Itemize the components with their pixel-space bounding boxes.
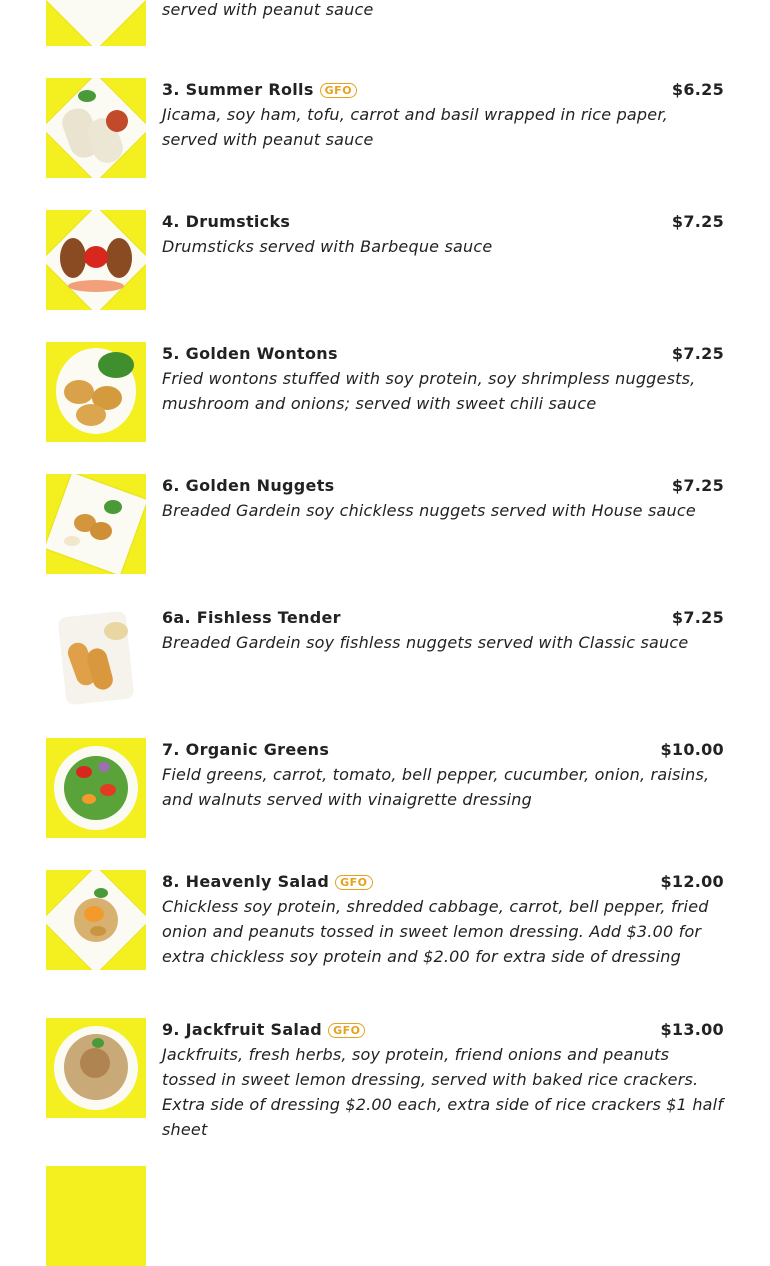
golden-wontons-photo — [46, 342, 146, 442]
item-price: $7.25 — [671, 212, 724, 231]
summer-rolls-photo — [46, 78, 146, 178]
item-description: Breaded Gardein soy fishless nuggets served with Classic sauce — [162, 633, 689, 652]
item-name: 6a. Fishless Tender — [162, 608, 341, 627]
gluten-free-option-badge: GFO — [328, 1023, 365, 1038]
next-item-photo — [46, 1166, 146, 1266]
gluten-free-option-badge: GFO — [320, 83, 357, 98]
organic-greens-photo — [46, 738, 146, 838]
item-name: 4. Drumsticks — [162, 212, 291, 231]
summer-rolls-photo — [46, 0, 146, 46]
item-description: Drumsticks served with Barbeque sauce — [162, 237, 493, 256]
item-description: served with peanut sauce — [162, 0, 374, 19]
golden-nuggets-photo — [46, 474, 146, 574]
gluten-free-option-badge: GFO — [335, 875, 372, 890]
item-price: $7.25 — [671, 608, 724, 627]
item-description: Jicama, soy ham, tofu, carrot and basil wrapped in rice paper, served with peanut sauce — [162, 105, 668, 149]
item-price: $6.25 — [671, 80, 724, 99]
item-name: 9. Jackfruit Salad — [162, 1020, 323, 1039]
item-name: 5. Golden Wontons — [162, 344, 338, 363]
item-description: Jackfruits, fresh herbs, soy protein, friend onions and peanuts tossed in sweet lemon dressing, served with baked rice crackers. Extra side of dressing $2.00 each, extra side of rice crackers $1 half sheet — [162, 1045, 724, 1139]
item-name: 6. Golden Nuggets — [162, 476, 335, 495]
item-name: 7. Organic Greens — [162, 740, 330, 759]
item-price: $12.00 — [660, 872, 724, 891]
heavenly-salad-photo — [46, 870, 146, 970]
item-description: Field greens, carrot, tomato, bell pepper, cucumber, onion, raisins, and walnuts served with vinaigrette dressing — [162, 765, 710, 809]
item-description: Chickless soy protein, shredded cabbage, carrot, bell pepper, fried onion and peanuts tossed in sweet lemon dressing. Add $3.00 for extra chickless soy protein and $2.00 for extra side of dressing — [162, 897, 709, 966]
item-name: 3. Summer Rolls — [162, 80, 314, 99]
item-description: Fried wontons stuffed with soy protein, soy shrimpless nuggests, mushroom and onions; served with sweet chili sauce — [162, 369, 696, 413]
jackfruit-salad-photo — [46, 1018, 146, 1118]
item-description: Breaded Gardein soy chickless nuggets served with House sauce — [162, 501, 696, 520]
item-price: $13.00 — [660, 1020, 724, 1039]
item-price: $10.00 — [660, 740, 724, 759]
item-price: $7.25 — [671, 476, 724, 495]
item-price: $7.25 — [671, 344, 724, 363]
item-name: 8. Heavenly Salad — [162, 872, 330, 891]
fishless-tender-photo — [46, 606, 146, 706]
drumsticks-photo — [46, 210, 146, 310]
